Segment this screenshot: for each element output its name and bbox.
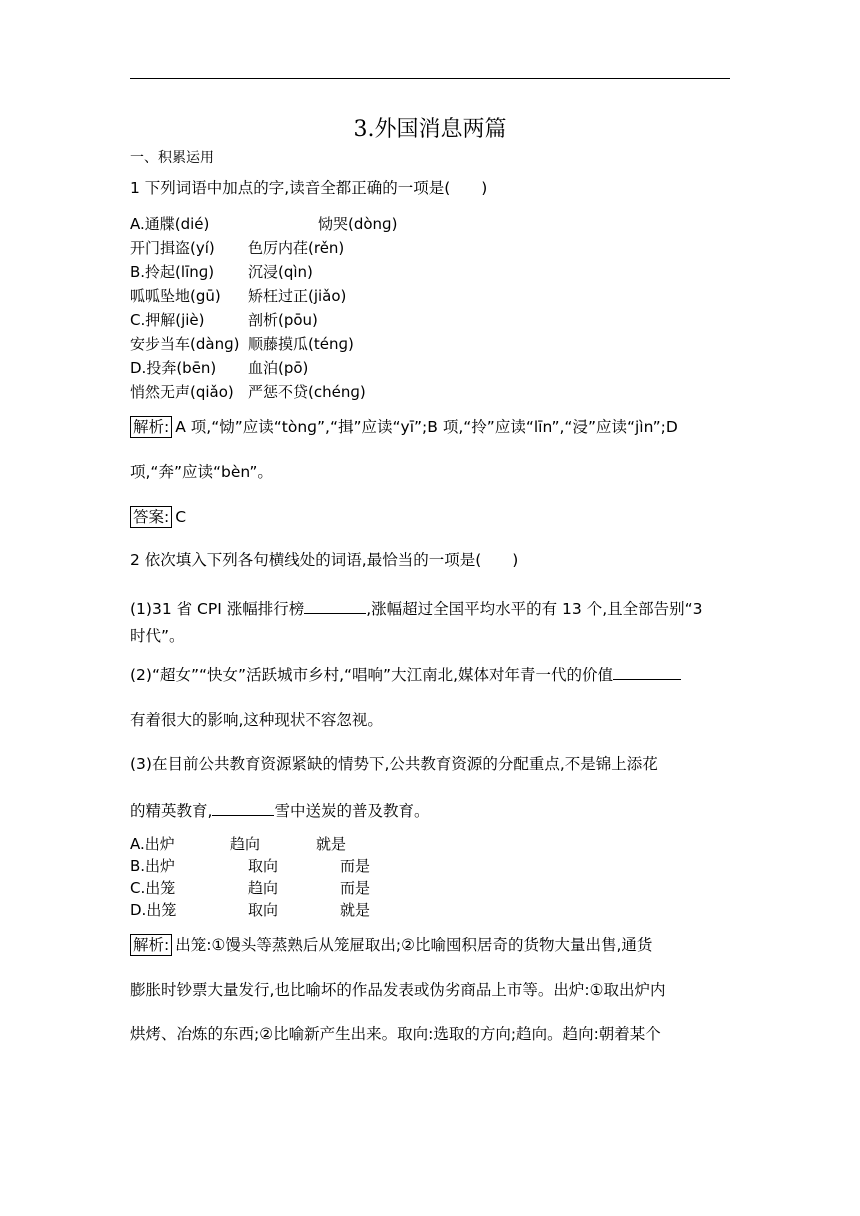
q1-option-a-1: A.通牒(dié) <box>130 215 210 233</box>
q1-option-c-4: 顺藤摸瓜(ténɡ) <box>248 335 354 353</box>
q1-option-d-1: D.投奔(bēn) <box>130 359 217 377</box>
q1-option-b-3: 呱呱坠地(gū) <box>130 287 221 305</box>
analysis-label: 解析: <box>130 416 172 438</box>
q1-answer-value: C <box>175 508 187 526</box>
q2-s3-part-a: (3)在目前公共教育资源紧缺的情势下,公共教育资源的分配重点,不是锦上添花 <box>130 755 658 773</box>
q2-blank-1 <box>304 598 366 614</box>
q2-s3-part-c: 雪中送炭的普及教育。 <box>274 802 430 820</box>
q2-s3-part-b: 的精英教育, <box>130 802 213 820</box>
q1-option-d-4: 严惩不贷(chénɡ) <box>248 383 366 401</box>
q2-analysis-line-3: 烘烤、冶炼的东西;②比喻新产生出来。取向:选取的方向;趋向。趋向:朝着某个 <box>130 1025 661 1043</box>
q1-option-a-2: 恸哭(dònɡ) <box>318 215 398 233</box>
q2-blank-2 <box>613 664 681 680</box>
page-title: 3.外国消息两篇 <box>353 117 507 142</box>
q1-analysis-line-2: 项,“奔”应读“bèn”。 <box>130 463 273 481</box>
q2-analysis-line-2: 膨胀时钞票大量发行,也比喻坏的作品发表或伪劣商品上市等。出炉:①取出炉内 <box>130 981 666 999</box>
q2-option-b <box>130 856 371 876</box>
q2-analysis-text-1: 出笼:①馒头等蒸熟后从笼屉取出;②比喻囤积居奇的货物大量出售,通货 <box>175 936 653 954</box>
q2-option-d <box>130 900 371 920</box>
q2-option-c <box>130 878 371 898</box>
q1-analysis-text-1: A 项,“恸”应读“tònɡ”,“揖”应读“yī”;B 项,“拎”应读“līn”,“浸”应读“jìn”;D <box>175 418 678 436</box>
q2-option-b-word-1: B.出炉 <box>130 857 176 875</box>
q1-stem: 1 下列词语中加点的字,读音全都正确的一项是( ) <box>130 179 488 197</box>
q1-option-b-2: 沉浸(qìn) <box>248 263 313 281</box>
q1-analysis-line-1 <box>130 416 678 438</box>
analysis-label: 解析: <box>130 934 172 956</box>
q2-analysis-line-1 <box>130 934 652 956</box>
q1-answer-line <box>130 506 186 528</box>
q1-option-c-3: 安步当车(dànɡ) <box>130 335 240 353</box>
q1-option-d-2: 血泊(pō) <box>248 359 309 377</box>
q2-sentence-2 <box>130 664 681 685</box>
q2-s1-part-b: ,涨幅超过全国平均水平的有 13 个,且全部告别“3 <box>366 600 703 618</box>
q1-option-c-2: 剖析(pōu) <box>248 311 318 329</box>
q1-option-a-4: 色厉内荏(rěn) <box>248 239 345 257</box>
q1-option-a-3: 开门揖盗(yí) <box>130 239 215 257</box>
q1-option-c-1: C.押解(jiè) <box>130 311 205 329</box>
q2-sentence-3 <box>130 800 429 821</box>
header-rule <box>130 78 730 79</box>
q2-option-a <box>130 834 347 854</box>
q2-option-c-word-2: 趋向 <box>248 879 279 897</box>
q2-stem: 2 依次填入下列各句横线处的词语,最恰当的一项是( ) <box>130 551 519 569</box>
q2-s1-part-c: 时代”。 <box>130 627 185 645</box>
q2-option-d-word-1: D.出笼 <box>130 901 177 919</box>
q2-option-a-word-2: 趋向 <box>230 835 261 853</box>
q2-s2-part-a: (2)“超女”“快女”活跃城市乡村,“唱响”大江南北,媒体对年青一代的价值 <box>130 666 613 684</box>
q2-option-d-word-3: 就是 <box>340 901 371 919</box>
q2-option-a-word-1: A.出炉 <box>130 835 175 853</box>
q1-option-d-3: 悄然无声(qiǎo) <box>130 383 234 401</box>
section-heading: 一、积累运用 <box>130 150 214 166</box>
q1-option-b-4: 矫枉过正(jiǎo) <box>248 287 347 305</box>
q2-option-c-word-1: C.出笼 <box>130 879 176 897</box>
q2-option-a-word-3: 就是 <box>316 835 347 853</box>
answer-label: 答案: <box>130 506 172 528</box>
q2-s1-part-a: (1)31 省 CPI 涨幅排行榜 <box>130 600 305 618</box>
q2-s2-part-b: 有着很大的影响,这种现状不容忽视。 <box>130 711 383 729</box>
q2-option-c-word-3: 而是 <box>340 879 371 897</box>
q2-option-d-word-2: 取向 <box>248 901 279 919</box>
q1-option-b-1: B.拎起(līnɡ) <box>130 263 215 281</box>
q2-blank-3 <box>212 800 274 816</box>
q2-sentence-1 <box>130 598 703 619</box>
q2-option-b-word-2: 取向 <box>248 857 279 875</box>
q2-option-b-word-3: 而是 <box>340 857 371 875</box>
